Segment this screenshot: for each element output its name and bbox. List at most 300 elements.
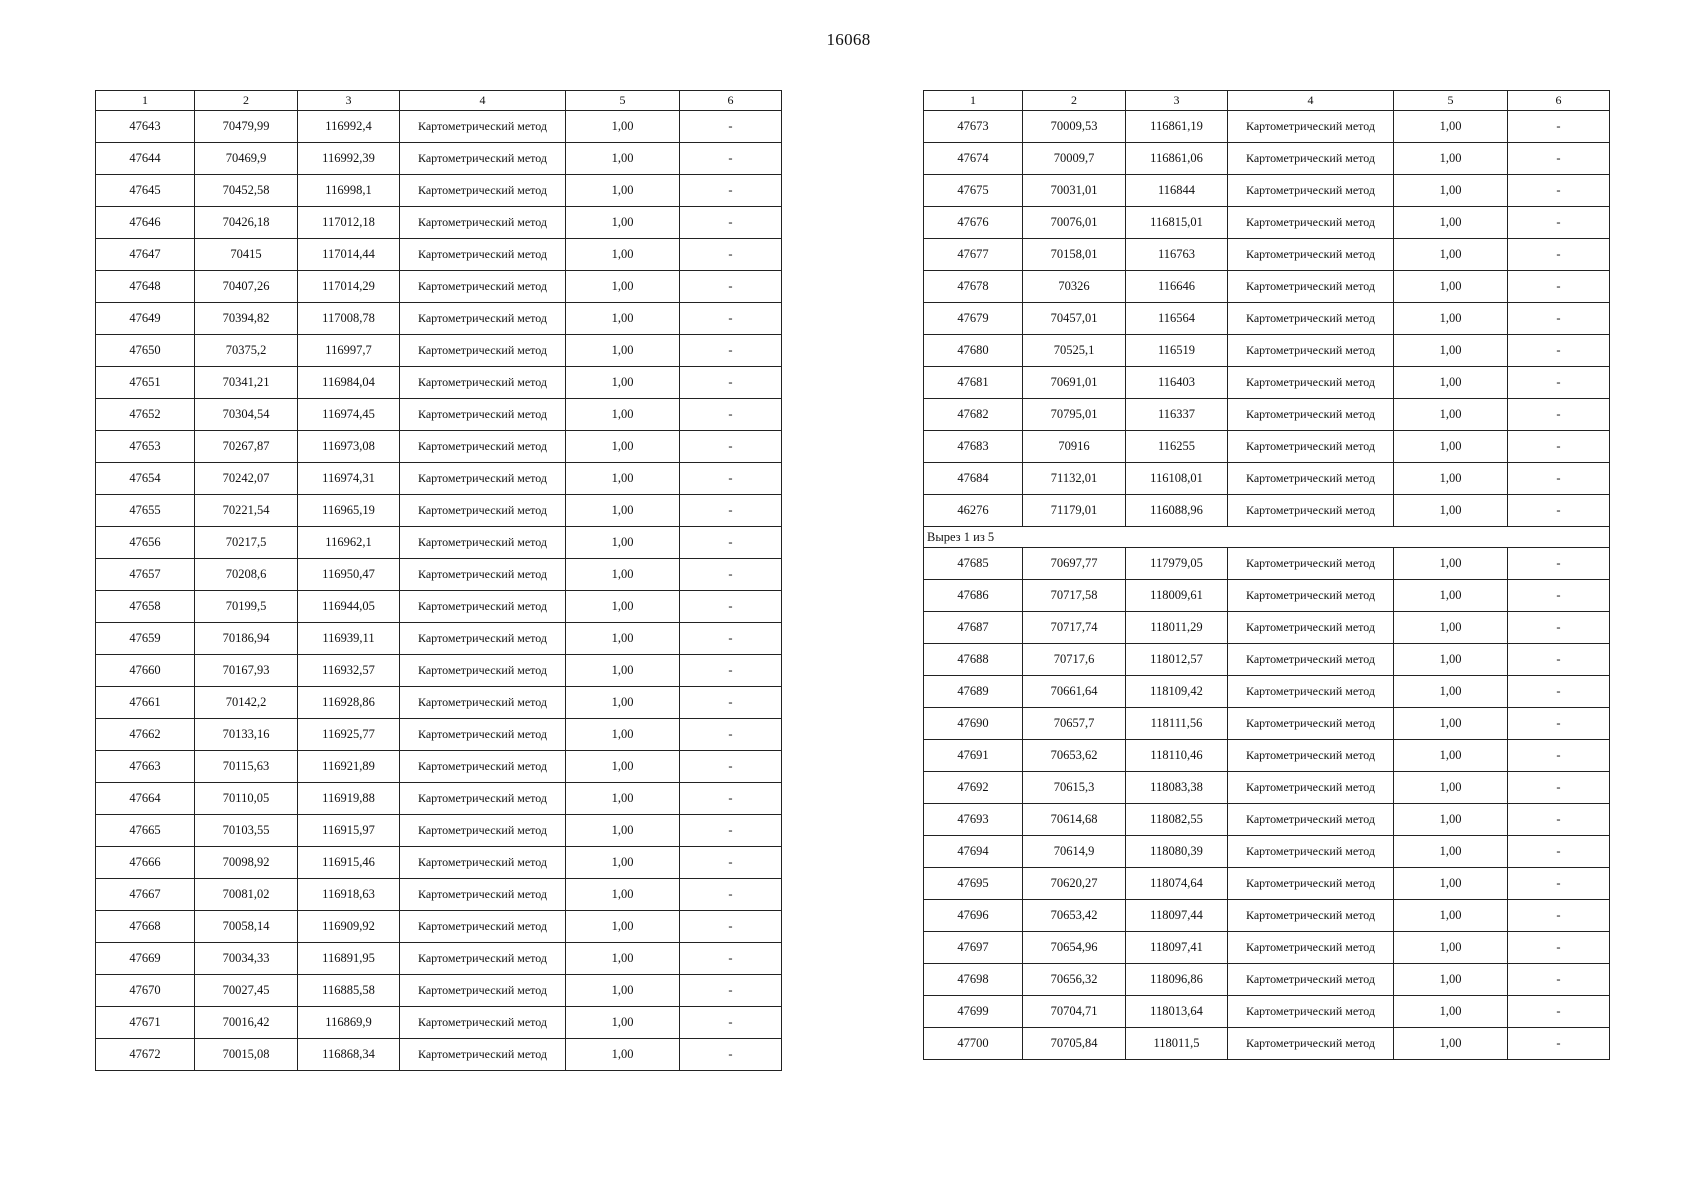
x-coordinate-cell: 70076,01 bbox=[1023, 207, 1126, 239]
y-coordinate-cell: 116861,19 bbox=[1126, 111, 1228, 143]
table-row bbox=[96, 271, 782, 303]
accuracy-cell: 1,00 bbox=[566, 751, 680, 783]
x-coordinate-cell: 70103,55 bbox=[195, 815, 298, 847]
y-coordinate-cell: 116992,39 bbox=[298, 143, 400, 175]
point-number-cell: 47656 bbox=[96, 527, 195, 559]
description-cell: - bbox=[680, 559, 782, 591]
x-coordinate-cell: 70614,68 bbox=[1023, 804, 1126, 836]
description-cell: - bbox=[680, 591, 782, 623]
accuracy-cell: 1,00 bbox=[566, 335, 680, 367]
method-cell: Картометрический метод bbox=[400, 591, 566, 623]
y-coordinate-cell: 116815,01 bbox=[1126, 207, 1228, 239]
table-row bbox=[924, 772, 1610, 804]
description-cell: - bbox=[1508, 772, 1610, 804]
point-number-cell: 47673 bbox=[924, 111, 1023, 143]
method-cell: Картометрический метод bbox=[1228, 495, 1394, 527]
x-coordinate-cell: 70452,58 bbox=[195, 175, 298, 207]
table-row bbox=[924, 335, 1610, 367]
accuracy-cell: 1,00 bbox=[1394, 612, 1508, 644]
method-cell: Картометрический метод bbox=[400, 1039, 566, 1071]
table-row bbox=[96, 463, 782, 495]
description-cell: - bbox=[680, 911, 782, 943]
table-row bbox=[924, 708, 1610, 740]
table-row bbox=[924, 271, 1610, 303]
description-cell: - bbox=[1508, 708, 1610, 740]
y-coordinate-cell: 118011,5 bbox=[1126, 1028, 1228, 1060]
accuracy-cell: 1,00 bbox=[566, 111, 680, 143]
y-coordinate-cell: 118012,57 bbox=[1126, 644, 1228, 676]
description-cell: - bbox=[680, 623, 782, 655]
y-coordinate-cell: 118097,41 bbox=[1126, 932, 1228, 964]
description-cell: - bbox=[1508, 644, 1610, 676]
method-cell: Картометрический метод bbox=[400, 623, 566, 655]
accuracy-cell: 1,00 bbox=[1394, 143, 1508, 175]
x-coordinate-cell: 70691,01 bbox=[1023, 367, 1126, 399]
method-cell: Картометрический метод bbox=[400, 1007, 566, 1039]
point-number-cell: 47693 bbox=[924, 804, 1023, 836]
description-cell: - bbox=[680, 879, 782, 911]
y-coordinate-cell: 116998,1 bbox=[298, 175, 400, 207]
point-number-cell: 47688 bbox=[924, 644, 1023, 676]
x-coordinate-cell: 71179,01 bbox=[1023, 495, 1126, 527]
point-number-cell: 47681 bbox=[924, 367, 1023, 399]
x-coordinate-cell: 70341,21 bbox=[195, 367, 298, 399]
y-coordinate-cell: 117979,05 bbox=[1126, 548, 1228, 580]
x-coordinate-cell: 70653,62 bbox=[1023, 740, 1126, 772]
description-cell: - bbox=[1508, 804, 1610, 836]
table-row bbox=[96, 943, 782, 975]
description-cell: - bbox=[680, 335, 782, 367]
column-header: 6 bbox=[680, 91, 782, 111]
accuracy-cell: 1,00 bbox=[1394, 868, 1508, 900]
accuracy-cell: 1,00 bbox=[566, 143, 680, 175]
y-coordinate-cell: 116974,31 bbox=[298, 463, 400, 495]
accuracy-cell: 1,00 bbox=[566, 527, 680, 559]
description-cell: - bbox=[680, 751, 782, 783]
table-row bbox=[924, 804, 1610, 836]
right-table-body bbox=[924, 111, 1610, 527]
table-row bbox=[96, 1007, 782, 1039]
y-coordinate-cell: 117014,44 bbox=[298, 239, 400, 271]
method-cell: Картометрический метод bbox=[1228, 207, 1394, 239]
method-cell: Картометрический метод bbox=[1228, 143, 1394, 175]
accuracy-cell: 1,00 bbox=[566, 655, 680, 687]
x-coordinate-cell: 70133,16 bbox=[195, 719, 298, 751]
x-coordinate-cell: 70199,5 bbox=[195, 591, 298, 623]
column-header: 4 bbox=[400, 91, 566, 111]
description-cell: - bbox=[680, 527, 782, 559]
table-row bbox=[96, 111, 782, 143]
accuracy-cell: 1,00 bbox=[566, 815, 680, 847]
y-coordinate-cell: 116928,86 bbox=[298, 687, 400, 719]
x-coordinate-cell: 71132,01 bbox=[1023, 463, 1126, 495]
point-number-cell: 47677 bbox=[924, 239, 1023, 271]
y-coordinate-cell: 118074,64 bbox=[1126, 868, 1228, 900]
description-cell: - bbox=[680, 783, 782, 815]
accuracy-cell: 1,00 bbox=[566, 303, 680, 335]
table-row bbox=[96, 719, 782, 751]
description-cell: - bbox=[1508, 548, 1610, 580]
point-number-cell: 47644 bbox=[96, 143, 195, 175]
x-coordinate-cell: 70098,92 bbox=[195, 847, 298, 879]
table-row bbox=[924, 548, 1610, 580]
x-coordinate-cell: 70916 bbox=[1023, 431, 1126, 463]
table-row bbox=[96, 559, 782, 591]
point-number-cell: 47654 bbox=[96, 463, 195, 495]
method-cell: Картометрический метод bbox=[1228, 900, 1394, 932]
point-number-cell: 47689 bbox=[924, 676, 1023, 708]
x-coordinate-cell: 70217,5 bbox=[195, 527, 298, 559]
description-cell: - bbox=[1508, 111, 1610, 143]
method-cell: Картометрический метод bbox=[1228, 548, 1394, 580]
accuracy-cell: 1,00 bbox=[1394, 772, 1508, 804]
description-cell: - bbox=[1508, 932, 1610, 964]
column-header: 3 bbox=[298, 91, 400, 111]
method-cell: Картометрический метод bbox=[1228, 335, 1394, 367]
accuracy-cell: 1,00 bbox=[566, 943, 680, 975]
description-cell: - bbox=[1508, 303, 1610, 335]
accuracy-cell: 1,00 bbox=[566, 911, 680, 943]
method-cell: Картометрический метод bbox=[400, 399, 566, 431]
left-table-body bbox=[96, 111, 782, 1071]
x-coordinate-cell: 70009,7 bbox=[1023, 143, 1126, 175]
description-cell: - bbox=[680, 1039, 782, 1071]
accuracy-cell: 1,00 bbox=[566, 783, 680, 815]
method-cell: Картометрический метод bbox=[400, 783, 566, 815]
description-cell: - bbox=[680, 687, 782, 719]
y-coordinate-cell: 118011,29 bbox=[1126, 612, 1228, 644]
table-row bbox=[924, 239, 1610, 271]
x-coordinate-cell: 70457,01 bbox=[1023, 303, 1126, 335]
accuracy-cell: 1,00 bbox=[566, 1007, 680, 1039]
y-coordinate-cell: 118083,38 bbox=[1126, 772, 1228, 804]
column-header: 2 bbox=[1023, 91, 1126, 111]
y-coordinate-cell: 118082,55 bbox=[1126, 804, 1228, 836]
x-coordinate-cell: 70015,08 bbox=[195, 1039, 298, 1071]
method-cell: Картометрический метод bbox=[400, 655, 566, 687]
table-row bbox=[96, 783, 782, 815]
y-coordinate-cell: 116403 bbox=[1126, 367, 1228, 399]
accuracy-cell: 1,00 bbox=[566, 431, 680, 463]
y-coordinate-cell: 116868,34 bbox=[298, 1039, 400, 1071]
table-row bbox=[96, 399, 782, 431]
table-row bbox=[924, 367, 1610, 399]
x-coordinate-cell: 70656,32 bbox=[1023, 964, 1126, 996]
point-number-cell: 47674 bbox=[924, 143, 1023, 175]
accuracy-cell: 1,00 bbox=[1394, 367, 1508, 399]
accuracy-cell: 1,00 bbox=[1394, 303, 1508, 335]
description-cell: - bbox=[1508, 175, 1610, 207]
description-cell: - bbox=[680, 111, 782, 143]
x-coordinate-cell: 70158,01 bbox=[1023, 239, 1126, 271]
y-coordinate-cell: 118080,39 bbox=[1126, 836, 1228, 868]
x-coordinate-cell: 70717,74 bbox=[1023, 612, 1126, 644]
point-number-cell: 47653 bbox=[96, 431, 195, 463]
y-coordinate-cell: 116861,06 bbox=[1126, 143, 1228, 175]
method-cell: Картометрический метод bbox=[1228, 271, 1394, 303]
point-number-cell: 47664 bbox=[96, 783, 195, 815]
table-row bbox=[924, 612, 1610, 644]
description-cell: - bbox=[1508, 1028, 1610, 1060]
y-coordinate-cell: 116974,45 bbox=[298, 399, 400, 431]
method-cell: Картометрический метод bbox=[1228, 804, 1394, 836]
description-cell: - bbox=[1508, 367, 1610, 399]
x-coordinate-cell: 70657,7 bbox=[1023, 708, 1126, 740]
table-row bbox=[96, 879, 782, 911]
y-coordinate-cell: 118009,61 bbox=[1126, 580, 1228, 612]
table-row bbox=[96, 239, 782, 271]
x-coordinate-cell: 70394,82 bbox=[195, 303, 298, 335]
y-coordinate-cell: 116973,08 bbox=[298, 431, 400, 463]
y-coordinate-cell: 116519 bbox=[1126, 335, 1228, 367]
x-coordinate-cell: 70031,01 bbox=[1023, 175, 1126, 207]
point-number-cell: 47686 bbox=[924, 580, 1023, 612]
column-header: 2 bbox=[195, 91, 298, 111]
method-cell: Картометрический метод bbox=[1228, 772, 1394, 804]
description-cell: - bbox=[1508, 676, 1610, 708]
table-row bbox=[924, 996, 1610, 1028]
table-row bbox=[96, 367, 782, 399]
x-coordinate-cell: 70654,96 bbox=[1023, 932, 1126, 964]
accuracy-cell: 1,00 bbox=[566, 271, 680, 303]
x-coordinate-cell: 70653,42 bbox=[1023, 900, 1126, 932]
y-coordinate-cell: 116921,89 bbox=[298, 751, 400, 783]
description-cell: - bbox=[680, 975, 782, 1007]
accuracy-cell: 1,00 bbox=[1394, 996, 1508, 1028]
accuracy-cell: 1,00 bbox=[1394, 495, 1508, 527]
accuracy-cell: 1,00 bbox=[1394, 399, 1508, 431]
description-cell: - bbox=[680, 399, 782, 431]
table-row bbox=[924, 303, 1610, 335]
method-cell: Картометрический метод bbox=[1228, 868, 1394, 900]
description-cell: - bbox=[1508, 239, 1610, 271]
point-number-cell: 47685 bbox=[924, 548, 1023, 580]
column-header: 1 bbox=[96, 91, 195, 111]
y-coordinate-cell: 116646 bbox=[1126, 271, 1228, 303]
method-cell: Картометрический метод bbox=[400, 239, 566, 271]
description-cell: - bbox=[680, 495, 782, 527]
y-coordinate-cell: 116950,47 bbox=[298, 559, 400, 591]
x-coordinate-cell: 70081,02 bbox=[195, 879, 298, 911]
point-number-cell: 47695 bbox=[924, 868, 1023, 900]
accuracy-cell: 1,00 bbox=[566, 719, 680, 751]
method-cell: Картометрический метод bbox=[400, 335, 566, 367]
point-number-cell: 47665 bbox=[96, 815, 195, 847]
point-number-cell: 47698 bbox=[924, 964, 1023, 996]
accuracy-cell: 1,00 bbox=[1394, 932, 1508, 964]
point-number-cell: 47658 bbox=[96, 591, 195, 623]
y-coordinate-cell: 116763 bbox=[1126, 239, 1228, 271]
accuracy-cell: 1,00 bbox=[566, 975, 680, 1007]
x-coordinate-cell: 70058,14 bbox=[195, 911, 298, 943]
accuracy-cell: 1,00 bbox=[566, 399, 680, 431]
description-cell: - bbox=[680, 175, 782, 207]
accuracy-cell: 1,00 bbox=[1394, 175, 1508, 207]
point-number-cell: 47680 bbox=[924, 335, 1023, 367]
point-number-cell: 47657 bbox=[96, 559, 195, 591]
method-cell: Картометрический метод bbox=[1228, 612, 1394, 644]
table-row bbox=[924, 964, 1610, 996]
right-table-body-after-section bbox=[924, 548, 1610, 1060]
method-cell: Картометрический метод bbox=[1228, 996, 1394, 1028]
description-cell: - bbox=[1508, 580, 1610, 612]
y-coordinate-cell: 118109,42 bbox=[1126, 676, 1228, 708]
accuracy-cell: 1,00 bbox=[566, 559, 680, 591]
table-row bbox=[924, 111, 1610, 143]
x-coordinate-cell: 70221,54 bbox=[195, 495, 298, 527]
y-coordinate-cell: 116255 bbox=[1126, 431, 1228, 463]
table-row bbox=[96, 175, 782, 207]
accuracy-cell: 1,00 bbox=[566, 175, 680, 207]
accuracy-cell: 1,00 bbox=[566, 847, 680, 879]
point-number-cell: 47651 bbox=[96, 367, 195, 399]
accuracy-cell: 1,00 bbox=[1394, 548, 1508, 580]
method-cell: Картометрический метод bbox=[400, 687, 566, 719]
method-cell: Картометрический метод bbox=[400, 943, 566, 975]
method-cell: Картометрический метод bbox=[1228, 580, 1394, 612]
point-number-cell: 47655 bbox=[96, 495, 195, 527]
y-coordinate-cell: 118013,64 bbox=[1126, 996, 1228, 1028]
description-cell: - bbox=[680, 1007, 782, 1039]
x-coordinate-cell: 70242,07 bbox=[195, 463, 298, 495]
accuracy-cell: 1,00 bbox=[566, 239, 680, 271]
accuracy-cell: 1,00 bbox=[1394, 836, 1508, 868]
point-number-cell: 47679 bbox=[924, 303, 1023, 335]
y-coordinate-cell: 117012,18 bbox=[298, 207, 400, 239]
method-cell: Картометрический метод bbox=[1228, 239, 1394, 271]
description-cell: - bbox=[1508, 143, 1610, 175]
x-coordinate-cell: 70704,71 bbox=[1023, 996, 1126, 1028]
description-cell: - bbox=[1508, 868, 1610, 900]
table-row bbox=[96, 143, 782, 175]
x-coordinate-cell: 70142,2 bbox=[195, 687, 298, 719]
y-coordinate-cell: 116885,58 bbox=[298, 975, 400, 1007]
description-cell: - bbox=[1508, 463, 1610, 495]
accuracy-cell: 1,00 bbox=[1394, 239, 1508, 271]
description-cell: - bbox=[680, 815, 782, 847]
point-number-cell: 47694 bbox=[924, 836, 1023, 868]
y-coordinate-cell: 118097,44 bbox=[1126, 900, 1228, 932]
x-coordinate-cell: 70614,9 bbox=[1023, 836, 1126, 868]
x-coordinate-cell: 70407,26 bbox=[195, 271, 298, 303]
x-coordinate-cell: 70027,45 bbox=[195, 975, 298, 1007]
table-row bbox=[924, 580, 1610, 612]
method-cell: Картометрический метод bbox=[400, 719, 566, 751]
method-cell: Картометрический метод bbox=[400, 559, 566, 591]
point-number-cell: 47663 bbox=[96, 751, 195, 783]
accuracy-cell: 1,00 bbox=[566, 207, 680, 239]
section-divider bbox=[924, 527, 1610, 548]
y-coordinate-cell: 116962,1 bbox=[298, 527, 400, 559]
description-cell: - bbox=[1508, 740, 1610, 772]
y-coordinate-cell: 116915,46 bbox=[298, 847, 400, 879]
accuracy-cell: 1,00 bbox=[566, 463, 680, 495]
point-number-cell: 47697 bbox=[924, 932, 1023, 964]
point-number-cell: 47696 bbox=[924, 900, 1023, 932]
point-number-cell: 47691 bbox=[924, 740, 1023, 772]
method-cell: Картометрический метод bbox=[1228, 836, 1394, 868]
table-row bbox=[96, 623, 782, 655]
point-number-cell: 47648 bbox=[96, 271, 195, 303]
x-coordinate-cell: 70034,33 bbox=[195, 943, 298, 975]
accuracy-cell: 1,00 bbox=[566, 367, 680, 399]
column-header: 5 bbox=[566, 91, 680, 111]
point-number-cell: 47668 bbox=[96, 911, 195, 943]
x-coordinate-cell: 70479,99 bbox=[195, 111, 298, 143]
x-coordinate-cell: 70110,05 bbox=[195, 783, 298, 815]
accuracy-cell: 1,00 bbox=[1394, 580, 1508, 612]
method-cell: Картометрический метод bbox=[400, 111, 566, 143]
accuracy-cell: 1,00 bbox=[1394, 1028, 1508, 1060]
accuracy-cell: 1,00 bbox=[566, 495, 680, 527]
accuracy-cell: 1,00 bbox=[1394, 463, 1508, 495]
table-row bbox=[924, 868, 1610, 900]
y-coordinate-cell: 116915,97 bbox=[298, 815, 400, 847]
table-row bbox=[96, 655, 782, 687]
description-cell: - bbox=[680, 303, 782, 335]
point-number-cell: 47661 bbox=[96, 687, 195, 719]
point-number-cell: 47672 bbox=[96, 1039, 195, 1071]
y-coordinate-cell: 116925,77 bbox=[298, 719, 400, 751]
x-coordinate-cell: 70016,42 bbox=[195, 1007, 298, 1039]
accuracy-cell: 1,00 bbox=[1394, 740, 1508, 772]
table-header-row bbox=[924, 91, 1610, 111]
description-cell: - bbox=[1508, 964, 1610, 996]
point-number-cell: 47659 bbox=[96, 623, 195, 655]
description-cell: - bbox=[1508, 612, 1610, 644]
y-coordinate-cell: 116909,92 bbox=[298, 911, 400, 943]
description-cell: - bbox=[680, 719, 782, 751]
y-coordinate-cell: 116918,63 bbox=[298, 879, 400, 911]
table-row bbox=[924, 836, 1610, 868]
point-number-cell: 47660 bbox=[96, 655, 195, 687]
method-cell: Картометрический метод bbox=[400, 303, 566, 335]
table-row bbox=[96, 431, 782, 463]
table-header-row bbox=[96, 91, 782, 111]
description-cell: - bbox=[680, 271, 782, 303]
accuracy-cell: 1,00 bbox=[1394, 644, 1508, 676]
y-coordinate-cell: 116564 bbox=[1126, 303, 1228, 335]
x-coordinate-cell: 70697,77 bbox=[1023, 548, 1126, 580]
description-cell: - bbox=[680, 431, 782, 463]
y-coordinate-cell: 117008,78 bbox=[298, 303, 400, 335]
method-cell: Картометрический метод bbox=[1228, 932, 1394, 964]
method-cell: Картометрический метод bbox=[1228, 644, 1394, 676]
point-number-cell: 47646 bbox=[96, 207, 195, 239]
method-cell: Картометрический метод bbox=[400, 143, 566, 175]
y-coordinate-cell: 116984,04 bbox=[298, 367, 400, 399]
accuracy-cell: 1,00 bbox=[566, 687, 680, 719]
x-coordinate-cell: 70167,93 bbox=[195, 655, 298, 687]
table-row bbox=[96, 687, 782, 719]
description-cell: - bbox=[1508, 431, 1610, 463]
point-number-cell: 47643 bbox=[96, 111, 195, 143]
table-row bbox=[96, 815, 782, 847]
table-row bbox=[96, 751, 782, 783]
y-coordinate-cell: 116337 bbox=[1126, 399, 1228, 431]
table-row bbox=[924, 1028, 1610, 1060]
point-number-cell: 47662 bbox=[96, 719, 195, 751]
description-cell: - bbox=[1508, 836, 1610, 868]
point-number-cell: 47700 bbox=[924, 1028, 1023, 1060]
method-cell: Картометрический метод bbox=[1228, 111, 1394, 143]
x-coordinate-cell: 70717,58 bbox=[1023, 580, 1126, 612]
accuracy-cell: 1,00 bbox=[1394, 708, 1508, 740]
x-coordinate-cell: 70267,87 bbox=[195, 431, 298, 463]
x-coordinate-cell: 70661,64 bbox=[1023, 676, 1126, 708]
method-cell: Картометрический метод bbox=[1228, 367, 1394, 399]
accuracy-cell: 1,00 bbox=[1394, 676, 1508, 708]
